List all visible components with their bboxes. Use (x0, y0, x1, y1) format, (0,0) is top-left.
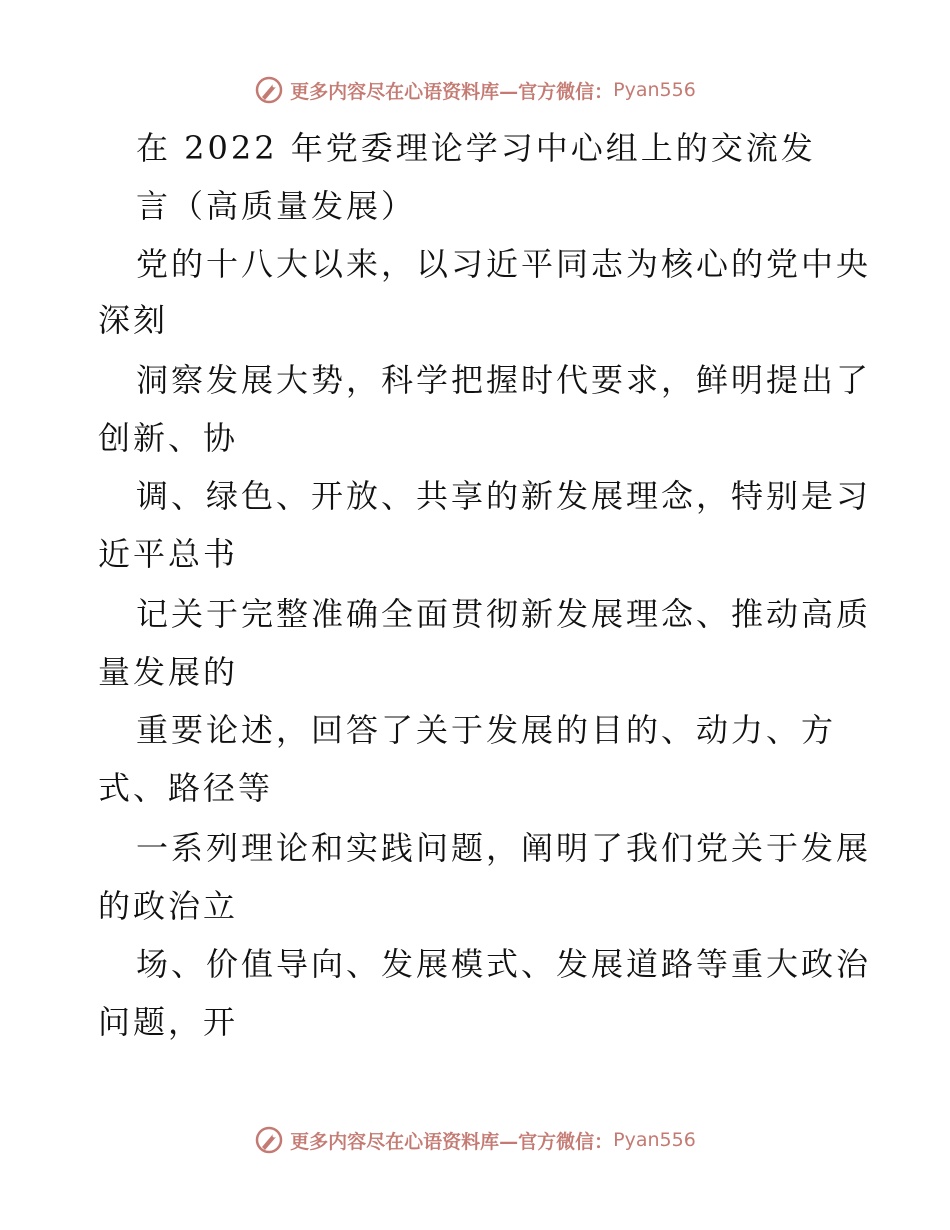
body-line: 式、路径等 (98, 769, 274, 807)
body-line: 党的十八大以来，以习近平同志为核心的党中央 (136, 245, 872, 283)
watermark-text: 更多内容尽在心语资料库—官方微信： (290, 1130, 614, 1153)
body-line: 的政治立 (98, 887, 239, 925)
body-line: 量发展的 (98, 653, 239, 691)
pen-nib-logo-icon (254, 1125, 284, 1155)
body-line: 创新、协 (98, 419, 239, 457)
body-line: 深刻 (98, 301, 169, 339)
document-title-line-1: 在 2022 年党委理论学习中心组上的交流发 (136, 129, 816, 167)
watermark-banner-bottom (0, 1122, 950, 1158)
body-line: 洞察发展大势，科学把握时代要求，鲜明提出了 (136, 361, 872, 399)
watermark-wechat-id: Pyan556 (613, 79, 696, 101)
watermark-wechat-id: Pyan556 (613, 1129, 696, 1151)
watermark-text: 更多内容尽在心语资料库—官方微信： (290, 80, 614, 103)
body-line: 记关于完整准确全面贯彻新发展理念、推动高质 (136, 595, 872, 633)
body-line: 一系列理论和实践问题，阐明了我们党关于发展 (136, 829, 872, 867)
body-line: 场、价值导向、发展模式、发展道路等重大政治 (136, 945, 872, 983)
body-line: 调、绿色、开放、共享的新发展理念，特别是习 (136, 477, 872, 515)
body-line: 近平总书 (98, 535, 239, 573)
document-title-line-2: 言（高质量发展） (136, 187, 417, 225)
body-line: 问题，开 (98, 1003, 239, 1041)
body-line: 重要论述，回答了关于发展的目的、动力、方 (136, 711, 837, 749)
